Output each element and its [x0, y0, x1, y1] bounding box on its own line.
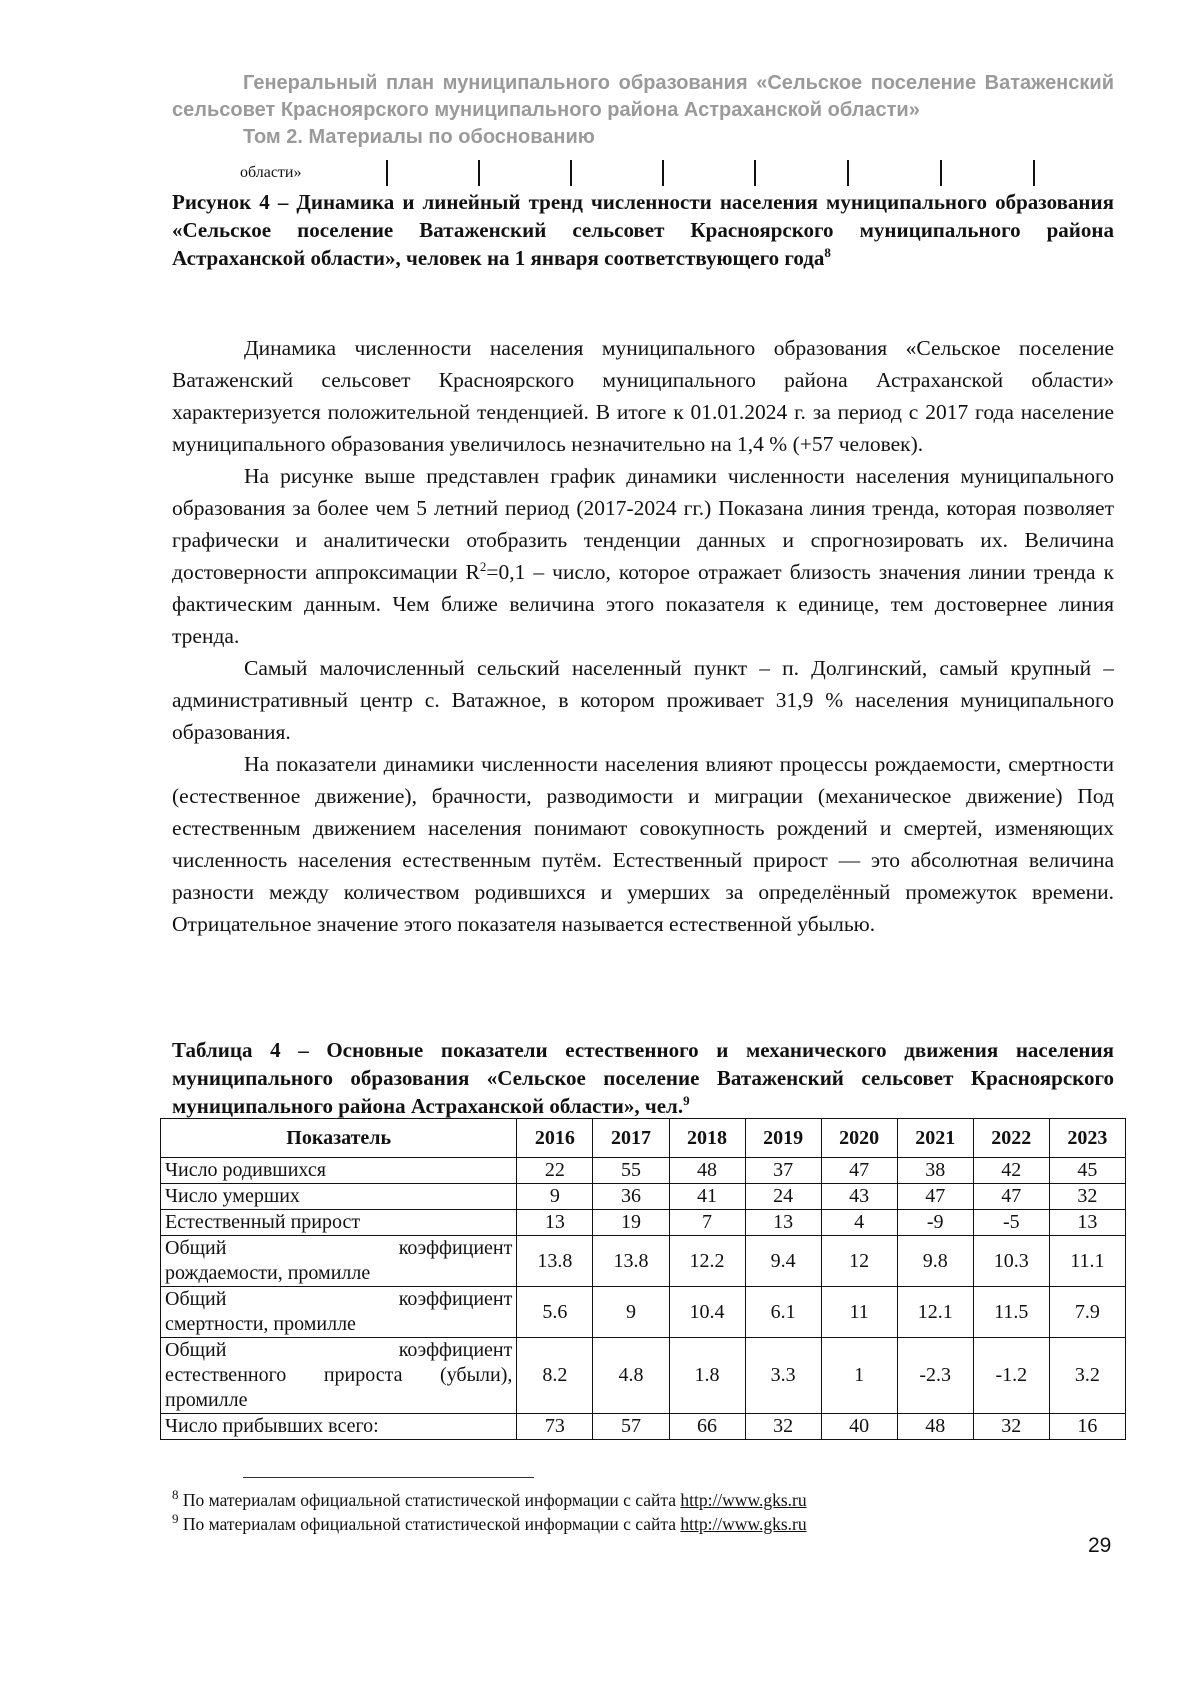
- column-header: 2023: [1049, 1119, 1125, 1158]
- footnote: $^8$ По материалам официальной статистической информации с сайта http://www.gks.ru: [172, 1487, 807, 1510]
- footnote-ref: 8: [824, 245, 831, 260]
- table-cell: 3.2: [1049, 1338, 1125, 1414]
- figure-fragment-tick: [662, 160, 664, 186]
- table-cell: 43: [821, 1184, 897, 1210]
- figure-fragment-tick: [478, 160, 480, 186]
- table-cell: 32: [745, 1414, 821, 1440]
- table-cell: 40: [821, 1414, 897, 1440]
- figure-caption: [172, 188, 1114, 272]
- figure-fragment-tick: [847, 160, 849, 186]
- table-cell: 7.9: [1049, 1287, 1125, 1338]
- table-cell: -1.2: [973, 1338, 1049, 1414]
- row-label: Общий коэффициент рождаемости, промилле: [161, 1236, 517, 1287]
- row-label: Естественный прирост: [161, 1210, 517, 1236]
- figure-fragment-label: области»: [240, 164, 302, 181]
- table-cell: 13: [745, 1210, 821, 1236]
- paragraph: Динамика численности населения муниципального образования «Сельское поселение Ватаженский сельсовет Красноярского муниципального района Астраханской области» характеризуется положительной тенденцией. В итоге к 01.01.2024 г. за период с 2017 года население муниципального образования увеличилось незначительно на 1,4 % (+57 человек).: [172, 336, 1114, 456]
- row-label: Общий коэффициент естественного прироста (убыли), промилле: [161, 1338, 517, 1414]
- table-cell: 3.3: [745, 1338, 821, 1414]
- column-header: 2022: [973, 1119, 1049, 1158]
- table-cell: 12.1: [897, 1287, 973, 1338]
- table-cell: 32: [973, 1414, 1049, 1440]
- table-cell: 1: [821, 1338, 897, 1414]
- figure-fragment-tick: [754, 160, 756, 186]
- table-cell: 4.8: [593, 1338, 669, 1414]
- table-cell: 9.8: [897, 1236, 973, 1287]
- page-number: 29: [1088, 1534, 1112, 1557]
- paragraph: Самый малочисленный сельский населенный пункт – п. Долгинский, самый крупный – административный центр с. Ватажное, в котором проживает 31,9 % населения муниципального образования.: [172, 656, 1114, 744]
- footnote-link[interactable]: http://www.gks.ru: [680, 1490, 807, 1510]
- table-cell: 36: [593, 1184, 669, 1210]
- table-cell: 11.5: [973, 1287, 1049, 1338]
- table-cell: 19: [593, 1210, 669, 1236]
- table-row: [161, 1236, 1126, 1287]
- column-header: 2020: [821, 1119, 897, 1158]
- table-cell: 13: [1049, 1210, 1125, 1236]
- table-cell: 7: [669, 1210, 745, 1236]
- table-cell: 55: [593, 1158, 669, 1184]
- figure-fragment-tick: [940, 160, 942, 186]
- table-cell: 6.1: [745, 1287, 821, 1338]
- table-cell: 38: [897, 1158, 973, 1184]
- row-label: Общий коэффициент смертности, промилле: [161, 1287, 517, 1338]
- table-row: [161, 1338, 1126, 1414]
- table-cell: -5: [973, 1210, 1049, 1236]
- footnote-ref: 9: [683, 1093, 690, 1108]
- paragraph: На показатели динамики численности населения влияют процессы рождаемости, смертности (естественное движение), брачности, разводимости и миграции (механическое движение) Под естественным движением населения понимают совокупность рождений и смертей, изменяющих численность населения естественным путём. Естественный прирост — это абсолютная величина разности между количеством родившихся и умерших за определённый промежуток времени. Отрицательное значение этого показателя называется естественной убылью.: [172, 752, 1114, 936]
- table-cell: 12: [821, 1236, 897, 1287]
- table-cell: 32: [1049, 1184, 1125, 1210]
- table-row: [161, 1184, 1126, 1210]
- paragraph: На рисунке выше представлен график динамики численности населения муниципального образования за более чем 5 летний период (2017-2024 гг.) Показана линия тренда, которая позволяет графически и аналитически отобразить тенденции данных и спрогнозировать их. Величина достоверности аппроксимации $R^2=0,1$ – число, которое отражает близость значения линии тренда к фактическим данным. Чем ближе величина этого показателя к единице, тем достовернее линия тренда.: [172, 464, 1114, 648]
- table-cell: 5.6: [517, 1287, 593, 1338]
- running-header-volume: Том 2. Материалы по обоснованию: [243, 126, 595, 148]
- column-header: 2019: [745, 1119, 821, 1158]
- table-cell: 9.4: [745, 1236, 821, 1287]
- table-cell: 9: [593, 1287, 669, 1338]
- footnote-link[interactable]: http://www.gks.ru: [680, 1514, 807, 1534]
- row-label: Число родившихся: [161, 1158, 517, 1184]
- column-header: Показатель: [161, 1119, 517, 1158]
- figure-caption-text: Рисунок 4 – Динамика и линейный тренд численности населения муниципального образования «Сельское поселение Ватаженский сельсовет Красноярского муниципального района Астраханской области», человек на 1 января соответствующего года: [172, 190, 1114, 270]
- table-cell: 66: [669, 1414, 745, 1440]
- table-cell: 12.2: [669, 1236, 745, 1287]
- table-cell: 13.8: [517, 1236, 593, 1287]
- table-cell: 8.2: [517, 1338, 593, 1414]
- table-cell: 48: [669, 1158, 745, 1184]
- table-cell: 1.8: [669, 1338, 745, 1414]
- footnote: $^9$ По материалам официальной статистической информации с сайта http://www.gks.ru: [172, 1511, 807, 1534]
- figure-fragment-tick: [570, 160, 572, 186]
- table-cell: 11: [821, 1287, 897, 1338]
- row-label: Число прибывших всего:: [161, 1414, 517, 1440]
- table-cell: 48: [897, 1414, 973, 1440]
- table-cell: 47: [897, 1184, 973, 1210]
- table-cell: 42: [973, 1158, 1049, 1184]
- table-row: [161, 1158, 1126, 1184]
- column-header: 2017: [593, 1119, 669, 1158]
- table-cell: 13: [517, 1210, 593, 1236]
- table-row: [161, 1414, 1126, 1440]
- footnote-separator: [243, 1477, 534, 1478]
- figure-fragment-tick: [1033, 160, 1035, 186]
- table-row: [161, 1210, 1126, 1236]
- table-cell: 9: [517, 1184, 593, 1210]
- running-header-title: Генеральный план муниципального образования «Сельское поселение Ватаженский сельсовет Красноярского муниципального района Астраханской области»: [172, 72, 1114, 121]
- table-caption: Таблица 4 – Основные показатели естественного и механического движения населения муниципального образования «Сельское поселение Ватаженский сельсовет Красноярского муниципального района Астраханской области», чел.$^9$: [172, 1038, 1114, 1118]
- table-cell: 10.4: [669, 1287, 745, 1338]
- table-cell: 24: [745, 1184, 821, 1210]
- column-header: 2018: [669, 1119, 745, 1158]
- table-cell: 73: [517, 1414, 593, 1440]
- indicators-table: [160, 1118, 1126, 1440]
- table-cell: -2.3: [897, 1338, 973, 1414]
- table-cell: -9: [897, 1210, 973, 1236]
- table-cell: 41: [669, 1184, 745, 1210]
- table-cell: 37: [745, 1158, 821, 1184]
- table-cell: 22: [517, 1158, 593, 1184]
- table-cell: 4: [821, 1210, 897, 1236]
- body-text: [172, 332, 1114, 940]
- table-cell: 10.3: [973, 1236, 1049, 1287]
- table-header-row: [161, 1119, 1126, 1158]
- table-cell: 11.1: [1049, 1236, 1125, 1287]
- table-cell: 47: [821, 1158, 897, 1184]
- column-header: 2021: [897, 1119, 973, 1158]
- row-label: Число умерших: [161, 1184, 517, 1210]
- column-header: 2016: [517, 1119, 593, 1158]
- table-cell: 13.8: [593, 1236, 669, 1287]
- figure-fragment-tick: [386, 160, 388, 186]
- table-cell: 16: [1049, 1414, 1125, 1440]
- table-cell: 47: [973, 1184, 1049, 1210]
- table-row: [161, 1287, 1126, 1338]
- table-cell: 57: [593, 1414, 669, 1440]
- table-cell: 45: [1049, 1158, 1125, 1184]
